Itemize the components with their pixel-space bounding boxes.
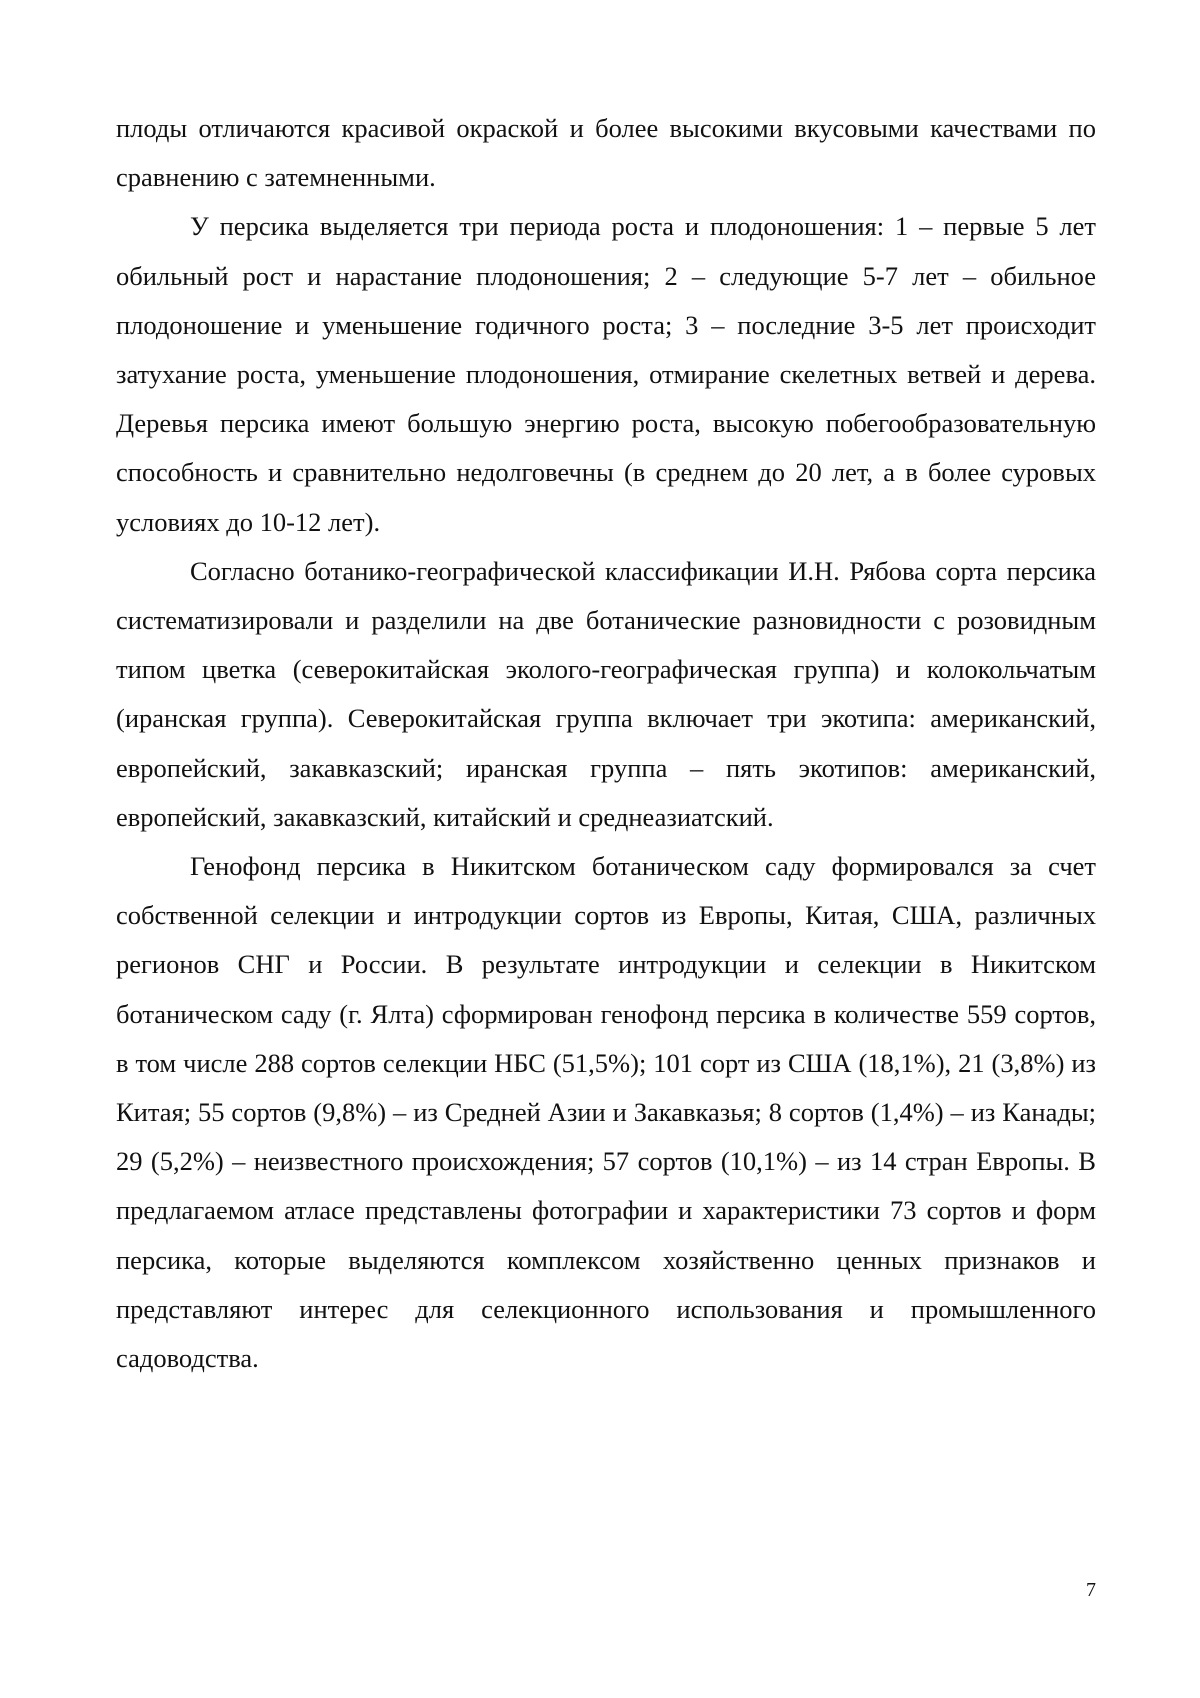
page-number: 7 [1086,1579,1096,1601]
paragraph-genefund: Генофонд персика в Никитском ботаническом саду формировался за счет собственной селекции и интродукции сортов из Европы, Китая, США, различных регионов СНГ и России. В результате интродукции и селекции в Никитском ботаническом саду (г. Ялта) сформирован генофонд персика в количестве 559 сортов, в том числе 288 сортов селекции НБС (51,5%); 101 сорт из США (18,1%), 21 (3,8%) из Китая; 55 сортов (9,8%) – из Средней Азии и Закавказья; 8 сортов (1,4%) – из Канады; 29 (5,2%) – неизвестного происхождения; 57 сортов (10,1%) – из 14 стран Европы. В предлагаемом атласе представлены фотографии и характеристики 73 сортов и форм персика, которые выделяются комплексом хозяйственно ценных признаков и представляют интерес для селекционного использования и промышленного садоводства. [116,851,1096,1374]
paragraph-continuation: плоды отличаются красивой окраской и более высокими вкусовыми качествами по сравнению с затемненными. [116,113,1096,193]
document-page [116,104,1096,1383]
paragraph-classification: Согласно ботанико-географической классификации И.Н. Рябова сорта персика систематизировали и разделили на две ботанические разновидности с розовидным типом цветка (северокитайская эколого-географическая группа) и колокольчатым (иранская группа). Северокитайская группа включает три экотипа: американский, европейский, закавказский; иранская группа – пять экотипов: американский, европейский, закавказский, китайский и среднеазиатский. [116,555,1096,832]
paragraph-growth-periods: У персика выделяется три периода роста и плодоношения: 1 – первые 5 лет обильный рост и нарастание плодоношения; 2 – следующие 5-7 лет – обильное плодоношение и уменьшение годичного роста; 3 – последние 3-5 лет происходит затухание роста, уменьшение плодоношения, отмирание скелетных ветвей и дерева. Деревья персика имеют большую энергию роста, высокую побегообразовательную способность и сравнительно недолговечны (в среднем до 20 лет, а в более суровых условиях до 10-12 лет). [116,211,1096,537]
